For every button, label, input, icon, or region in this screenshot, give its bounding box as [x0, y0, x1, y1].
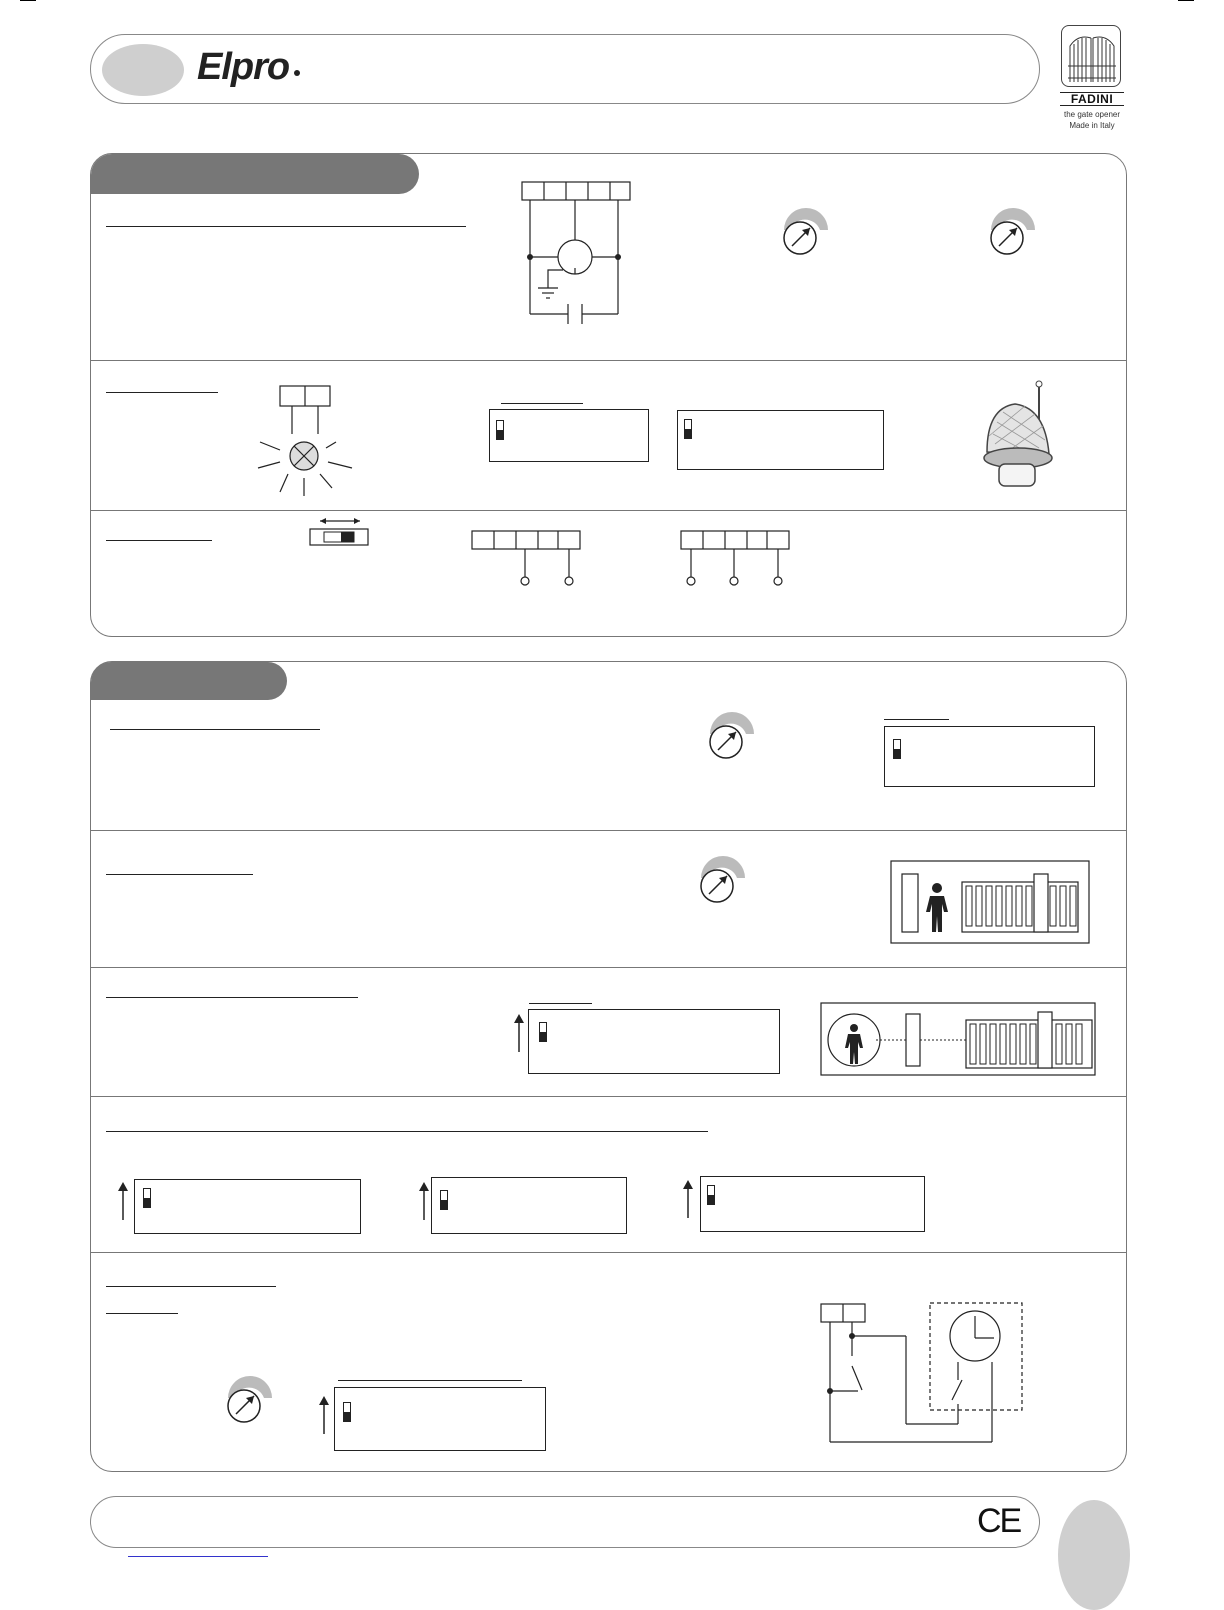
slide-switch-icon [308, 513, 372, 549]
dip-switch-icon [707, 1185, 715, 1205]
terminal-block-diagram [679, 529, 799, 589]
flashing-light-icon [975, 378, 1065, 498]
dip-switch-icon [343, 1402, 351, 1422]
arrow-up-icon [513, 1014, 525, 1054]
crop-mark [20, 0, 36, 1]
arrow-up-icon [418, 1182, 430, 1222]
heading-underline [106, 1131, 708, 1132]
arrow-up-icon [117, 1182, 129, 1222]
dip-switch-panel [884, 726, 1095, 787]
dip-switch-panel [528, 1009, 780, 1074]
trimmer-knob-icon [222, 1376, 282, 1426]
dip-switch-icon [496, 420, 504, 440]
footer-banner [90, 1496, 1040, 1548]
heading-underline [106, 392, 218, 393]
heading-underline [110, 729, 320, 730]
divider [91, 510, 1126, 511]
footer-link-underline [128, 1556, 268, 1557]
heading-underline [106, 1286, 276, 1287]
maker-name: FADINI [1060, 92, 1124, 106]
panel-functions-tab [91, 662, 287, 700]
heading-underline [106, 540, 212, 541]
dip-switch-panel [134, 1179, 361, 1234]
heading-underline [529, 1003, 592, 1004]
heading-underline [106, 1313, 178, 1314]
maker-origin: Made in Italy [1069, 121, 1115, 130]
brand-name: Elpro [197, 46, 290, 88]
lamp-icon [254, 384, 364, 494]
dip-switch-panel [700, 1176, 925, 1232]
dip-switch-icon [893, 739, 901, 759]
photocell-icon [820, 1002, 1096, 1076]
brand-dot [294, 70, 300, 76]
dip-switch-icon [440, 1190, 448, 1210]
heading-underline [501, 403, 583, 404]
trimmer-knob-icon [778, 208, 838, 258]
divider [91, 360, 1126, 361]
terminal-block-diagram [470, 529, 590, 589]
panel-connections-tab [91, 154, 419, 194]
arrow-up-icon [682, 1180, 694, 1220]
arrow-up-icon [318, 1396, 330, 1436]
trimmer-knob-icon [695, 856, 755, 906]
dip-switch-panel [334, 1387, 546, 1451]
ce-mark: CE [977, 1502, 1021, 1540]
gate-logo-icon [1061, 25, 1121, 87]
trimmer-knob-icon [704, 712, 764, 762]
heading-underline [106, 874, 253, 875]
divider [91, 1252, 1126, 1253]
crop-mark [1178, 0, 1194, 1]
maker-tagline: the gate opener [1063, 110, 1121, 119]
dip-switch-icon [143, 1188, 151, 1208]
heading-underline [106, 997, 358, 998]
pedestrian-icon [890, 860, 1090, 944]
dip-switch-panel [431, 1177, 627, 1234]
divider [91, 967, 1126, 968]
motor-wiring-diagram [518, 180, 638, 330]
page-number-oval [1058, 1500, 1130, 1610]
dip-switch-icon [684, 419, 692, 439]
dip-switch-panel [677, 410, 884, 470]
divider [91, 1096, 1126, 1097]
heading-underline [106, 226, 466, 227]
heading-underline [338, 1380, 522, 1381]
trimmer-knob-icon [985, 208, 1045, 258]
divider [91, 830, 1126, 831]
dip-switch-icon [539, 1022, 547, 1042]
header-logo-oval [102, 44, 184, 96]
timer-clock-icon [818, 1300, 1038, 1450]
dip-switch-panel [489, 409, 649, 462]
heading-underline [884, 719, 949, 720]
